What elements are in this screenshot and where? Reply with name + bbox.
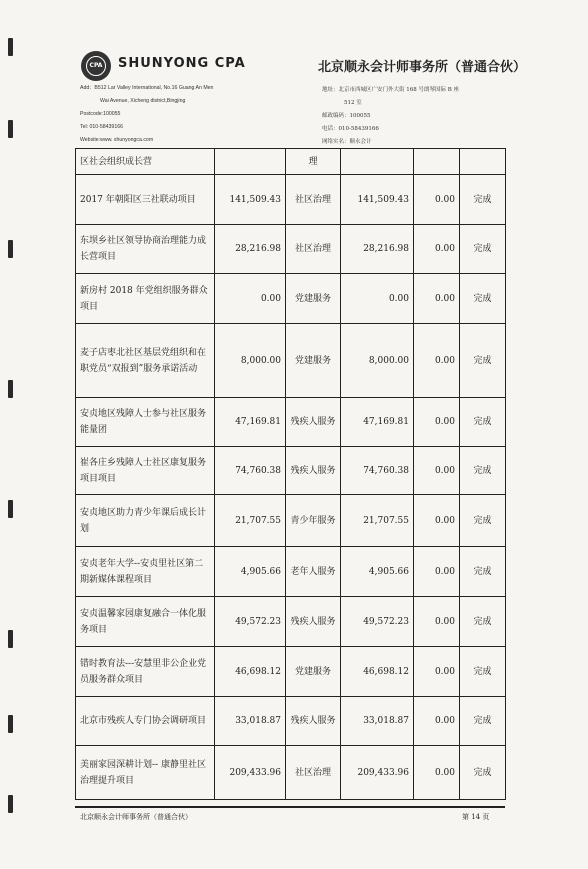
balance-cell: 0.00 bbox=[414, 746, 460, 800]
binder-hole bbox=[8, 120, 13, 138]
address-cn-2: 512 室 bbox=[344, 100, 362, 106]
address-cn: 地址：北京市西城区广安门外大街 168 号朗琴国际 B 座 bbox=[322, 87, 460, 93]
table-row bbox=[76, 447, 506, 495]
category-cell: 党建服务 bbox=[286, 274, 341, 324]
status-cell: 完成 bbox=[460, 447, 506, 495]
category-cell: 残疾人服务 bbox=[286, 697, 341, 746]
category-cell: 青少年服务 bbox=[286, 495, 341, 547]
page-number: 第 14 页 bbox=[462, 813, 490, 821]
status-cell: 完成 bbox=[460, 225, 506, 274]
amount-cell: 209,433.96 bbox=[215, 746, 286, 800]
table-row bbox=[76, 324, 506, 398]
project-name-cell: 错时教育法---安慧里非公企业党员服务群众项目 bbox=[76, 647, 215, 697]
category-cell: 老年人服务 bbox=[286, 547, 341, 597]
project-table bbox=[75, 148, 506, 800]
amount2-cell: 49,572.23 bbox=[341, 597, 414, 647]
project-name-cell: 安贞温馨家园康复融合一体化服务项目 bbox=[76, 597, 215, 647]
balance-cell: 0.00 bbox=[414, 597, 460, 647]
amount2-cell: 0.00 bbox=[341, 274, 414, 324]
status-cell: 完成 bbox=[460, 547, 506, 597]
table-row bbox=[76, 697, 506, 746]
project-name-cell: 安贞地区残障人士参与社区服务能量团 bbox=[76, 398, 215, 447]
balance-cell: 0.00 bbox=[414, 324, 460, 398]
balance-cell: 0.00 bbox=[414, 175, 460, 225]
status-cell: 完成 bbox=[460, 175, 506, 225]
amount-cell: 74,760.38 bbox=[215, 447, 286, 495]
project-name-cell: 2017 年朝阳区三社联动项目 bbox=[76, 175, 215, 225]
amount-cell: 33,018.87 bbox=[215, 697, 286, 746]
project-name-cell: 崔各庄乡残障人士社区康复服务项目项目 bbox=[76, 447, 215, 495]
table-row bbox=[76, 746, 506, 800]
category-cell: 残疾人服务 bbox=[286, 398, 341, 447]
category-cell: 残疾人服务 bbox=[286, 597, 341, 647]
binder-hole bbox=[8, 380, 13, 398]
amount2-cell: 8,000.00 bbox=[341, 324, 414, 398]
firm-name-cn: 北京顺永会计师事务所（普通合伙） bbox=[318, 60, 527, 75]
balance-cell: 0.00 bbox=[414, 647, 460, 697]
website-en: Website:www. shunyongca.com bbox=[80, 137, 154, 143]
project-name-cell: 安贞老年大学--安贞里社区第二期新媒体课程项目 bbox=[76, 547, 215, 597]
amount-cell: 4,905.66 bbox=[215, 547, 286, 597]
binder-hole bbox=[8, 240, 13, 258]
header-contact-cn bbox=[322, 84, 459, 149]
amount-cell: 0.00 bbox=[215, 274, 286, 324]
project-name-cell: 麦子店枣北社区基层党组织和在职党员“双报到”服务承诺活动 bbox=[76, 324, 215, 398]
balance-cell: 0.00 bbox=[414, 697, 460, 746]
amount-cell: 21,707.55 bbox=[215, 495, 286, 547]
header-contact-en bbox=[80, 82, 213, 147]
amount2-cell: 33,018.87 bbox=[341, 697, 414, 746]
status-cell bbox=[460, 149, 506, 175]
balance-cell: 0.00 bbox=[414, 495, 460, 547]
binder-hole bbox=[8, 500, 13, 518]
category-cell: 社区治理 bbox=[286, 225, 341, 274]
balance-cell: 0.00 bbox=[414, 547, 460, 597]
status-cell: 完成 bbox=[460, 647, 506, 697]
amount-cell: 47,169.81 bbox=[215, 398, 286, 447]
amount-cell: 28,216.98 bbox=[215, 225, 286, 274]
amount2-cell bbox=[341, 149, 414, 175]
amount-cell: 141,509.43 bbox=[215, 175, 286, 225]
amount2-cell: 46,698.12 bbox=[341, 647, 414, 697]
amount2-cell: 47,169.81 bbox=[341, 398, 414, 447]
status-cell: 完成 bbox=[460, 697, 506, 746]
amount-cell: 8,000.00 bbox=[215, 324, 286, 398]
binder-hole bbox=[8, 795, 13, 813]
status-cell: 完成 bbox=[460, 324, 506, 398]
postcode-en: Postcode:100055 bbox=[80, 111, 121, 117]
amount2-cell: 21,707.55 bbox=[341, 495, 414, 547]
amount2-cell: 141,509.43 bbox=[341, 175, 414, 225]
amount-cell: 46,698.12 bbox=[215, 647, 286, 697]
table-row bbox=[76, 547, 506, 597]
category-cell: 党建服务 bbox=[286, 324, 341, 398]
project-name-cell: 区社会组织成长营 bbox=[76, 149, 215, 175]
balance-cell: 0.00 bbox=[414, 398, 460, 447]
tel-en: Tel: 010-58439166 bbox=[80, 124, 123, 130]
status-cell: 完成 bbox=[460, 274, 506, 324]
table-row bbox=[76, 274, 506, 324]
category-cell: 社区治理 bbox=[286, 746, 341, 800]
amount2-cell: 209,433.96 bbox=[341, 746, 414, 800]
brand-name: SHUNYONG CPA bbox=[118, 56, 246, 71]
status-cell: 完成 bbox=[460, 597, 506, 647]
tel-cn: 电话：010-58439166 bbox=[322, 126, 379, 132]
table-row bbox=[76, 495, 506, 547]
category-cell: 社区治理 bbox=[286, 175, 341, 225]
balance-cell: 0.00 bbox=[414, 225, 460, 274]
project-name-cell: 北京市残疾人专门协会调研项目 bbox=[76, 697, 215, 746]
status-cell: 完成 bbox=[460, 495, 506, 547]
table-row bbox=[76, 175, 506, 225]
amount-cell: 49,572.23 bbox=[215, 597, 286, 647]
footer-firm-name: 北京顺永会计师事务所（普通合伙） bbox=[80, 813, 192, 821]
table-row bbox=[76, 597, 506, 647]
amount2-cell: 28,216.98 bbox=[341, 225, 414, 274]
amount2-cell: 74,760.38 bbox=[341, 447, 414, 495]
binder-hole bbox=[8, 715, 13, 733]
project-name-cell: 东坝乡社区领导协商治理能力成长营项目 bbox=[76, 225, 215, 274]
amount2-cell: 4,905.66 bbox=[341, 547, 414, 597]
postcode-cn: 邮政编码：100055 bbox=[322, 113, 371, 119]
table-row bbox=[76, 647, 506, 697]
address-en-line1: Add：B512 Lar Valley International, No.16 Guang An Men bbox=[80, 85, 214, 91]
status-cell: 完成 bbox=[460, 398, 506, 447]
binder-hole bbox=[8, 630, 13, 648]
footer-rule bbox=[75, 806, 505, 808]
category-cell: 党建服务 bbox=[286, 647, 341, 697]
category-cell: 残疾人服务 bbox=[286, 447, 341, 495]
table-row bbox=[76, 398, 506, 447]
table-row bbox=[76, 225, 506, 274]
project-name-cell: 新房村 2018 年党组织服务群众项目 bbox=[76, 274, 215, 324]
balance-cell: 0.00 bbox=[414, 274, 460, 324]
balance-cell: 0.00 bbox=[414, 447, 460, 495]
project-name-cell: 安贞地区助力青少年课后成长计划 bbox=[76, 495, 215, 547]
balance-cell bbox=[414, 149, 460, 175]
category-cell: 理 bbox=[286, 149, 341, 175]
amount-cell bbox=[215, 149, 286, 175]
address-en-line2: Wai Avenue, Xicheng district,Bingjing bbox=[100, 98, 186, 104]
binder-hole bbox=[8, 38, 13, 56]
table-row bbox=[76, 149, 506, 175]
status-cell: 完成 bbox=[460, 746, 506, 800]
firm-logo: CPA bbox=[81, 51, 111, 81]
website-cn: 网络实名：顺永会计 bbox=[322, 139, 372, 145]
project-name-cell: 美丽家园深耕计划-- 康静里社区治理提升项目 bbox=[76, 746, 215, 800]
